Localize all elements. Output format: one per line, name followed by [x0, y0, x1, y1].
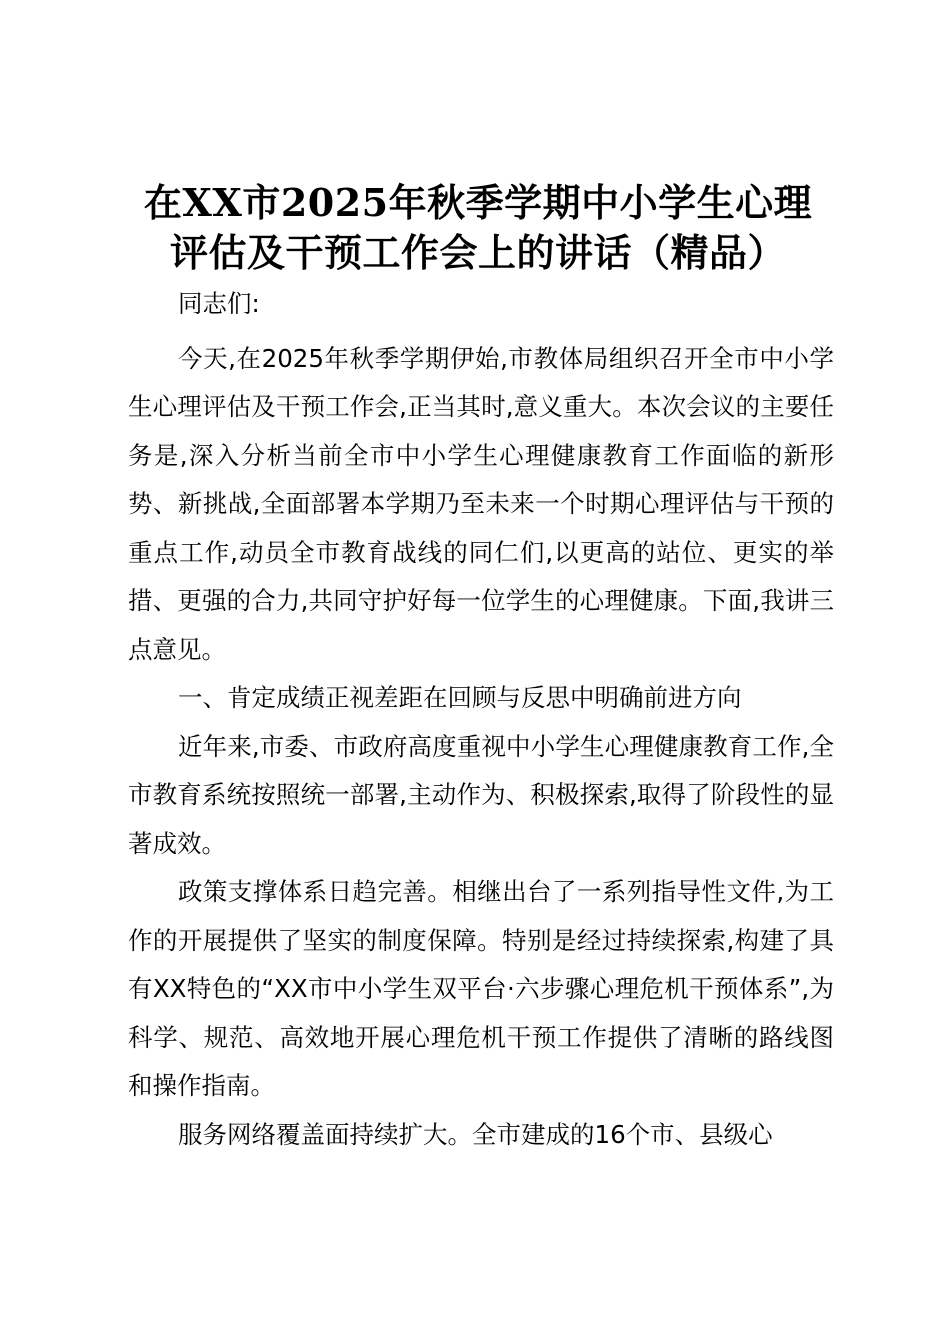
title-line-1: 在XX市2025年秋季学期中小学生心理 [143, 180, 813, 225]
paragraph-intro: 今天,在2025年秋季学期伊始,市教体局组织召开全市中小学生心理评估及干预工作会,正当其时,意义重大。本次会议的主要任务是,深入分析当前全市中小学生心理健康教育工作面临的新形势、新挑战,全面部署本学期乃至未来一个时期心理评估与干预的重点工作,动员全市教育战线的同仁们,以更高的站位、更实的举措、更强的合力,共同守护好每一位学生的心理健康。下面,我讲三点意见。 [128, 343, 834, 664]
paragraph-service-network: 服务网络覆盖面持续扩大。全市建成的16个市、县级心 [178, 1119, 773, 1149]
document-body [128, 280, 834, 1159]
section-heading-1: 一、肯定成绩正视差距在回顾与反思中明确前进方向 [178, 683, 742, 712]
title-line-2: 评估及干预工作会上的讲话（精品） [169, 230, 786, 275]
greeting: 同志们: [178, 289, 260, 318]
document-title [118, 178, 838, 278]
paragraph-policy: 政策支撑体系日趋完善。相继出台了一系列指导性文件,为工作的开展提供了坚实的制度保障。特别是经过持续探索,构建了具有XX特色的“XX市中小学生双平台·六步骤心理危机干预体系”,为科学、规范、高效地开展心理危机干预工作提供了清晰的路线图和操作指南。 [128, 877, 834, 1100]
paragraph-achievements: 近年来,市委、市政府高度重视中小学生心理健康教育工作,全市教育系统按照统一部署,主动作为、积极探索,取得了阶段性的显著成效。 [128, 731, 834, 858]
